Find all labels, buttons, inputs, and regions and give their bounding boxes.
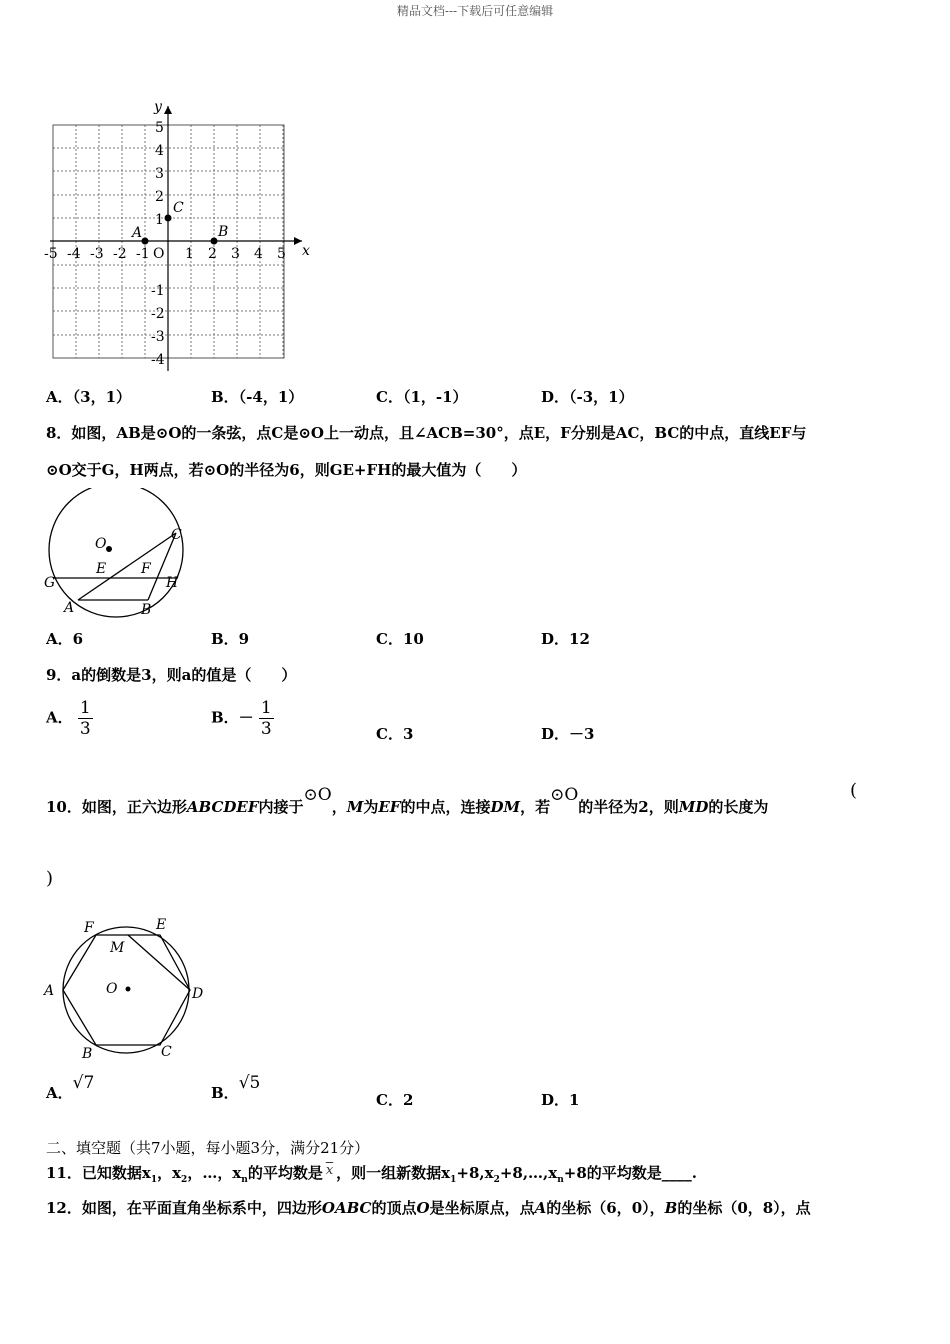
label-a: A — [44, 983, 55, 999]
q9-option-c[interactable]: C．3 — [376, 725, 414, 743]
q11-text: +8的平均数是____. — [563, 1164, 698, 1182]
q7-option-d[interactable]: D．（-3，1） — [541, 388, 634, 406]
q10-ef: EF — [378, 798, 401, 816]
q8-option-a[interactable]: A．6 — [46, 630, 84, 648]
y-axis-label: y — [154, 99, 162, 115]
y-tick: 5 — [155, 120, 164, 136]
label-m: M — [110, 940, 125, 956]
point-b-label: B — [218, 224, 229, 240]
sqrt-5: √5 — [238, 1073, 261, 1093]
q11-text: +8,…,x — [499, 1164, 558, 1182]
q10-option-d[interactable]: D．1 — [541, 1091, 580, 1109]
x-tick: 1 — [185, 246, 194, 262]
q12-text: 是坐标原点，点 — [429, 1199, 535, 1217]
label-o: O — [106, 981, 118, 997]
q11-stem — [46, 1162, 697, 1185]
q9-option-b[interactable] — [211, 698, 274, 739]
x-tick: -1 — [136, 246, 150, 262]
q10-hexagon: ABCDEF — [186, 798, 259, 816]
q10-md: MD — [678, 798, 709, 816]
y-tick: 4 — [155, 143, 164, 159]
label-c: C — [171, 527, 182, 543]
q10-text: 为 — [363, 798, 379, 816]
q9-option-b-prefix: B．－ — [211, 708, 254, 727]
y-tick: -2 — [151, 306, 165, 322]
q12-text: 的坐标（6，0）， — [546, 1199, 665, 1217]
q11-subscript: 2 — [493, 1175, 500, 1185]
q10-option-a[interactable] — [46, 1073, 95, 1103]
q10-option-b[interactable] — [211, 1073, 261, 1103]
q10-stem — [46, 785, 769, 817]
q10-option-b-prefix: B． — [211, 1084, 239, 1102]
circle-o — [49, 488, 183, 617]
label-b: B — [141, 602, 152, 618]
q10-text: 内接于 — [258, 798, 304, 816]
q10-m: M — [346, 798, 364, 816]
q10-option-c[interactable]: C．2 — [376, 1091, 414, 1109]
q11-text: ，x — [157, 1164, 182, 1182]
q8-option-b[interactable]: B．9 — [211, 630, 250, 648]
y-tick: -1 — [151, 283, 165, 299]
q11-x-bar: $\overline{x}$ — [325, 1163, 334, 1178]
fraction-denominator: 3 — [260, 719, 272, 739]
x-tick: -5 — [44, 246, 58, 262]
x-tick: 5 — [277, 246, 286, 262]
q12-text: 的坐标（0，8），点 — [677, 1199, 811, 1217]
page-header: 精品文档---下载后可任意编辑 — [396, 4, 554, 18]
q9-option-a-prefix: A． — [46, 708, 73, 727]
q8-circle-figure — [40, 488, 190, 618]
label-e: E — [156, 917, 167, 933]
q10-option-a-prefix: A． — [46, 1084, 73, 1102]
q12-stem — [46, 1197, 811, 1218]
x-axis-label: x — [302, 243, 310, 259]
q11-subscript: 2 — [181, 1175, 188, 1185]
fraction-numerator: 1 — [79, 698, 91, 718]
q10-text: ，若 — [520, 798, 551, 816]
q11-text: 的平均数是 — [247, 1164, 323, 1182]
q11-subscript: n — [557, 1175, 564, 1185]
q11-text: ，则一组新数据x — [336, 1164, 451, 1182]
q7-option-c[interactable]: C．（1，-1） — [376, 388, 468, 406]
sqrt-7: √7 — [72, 1073, 95, 1093]
point-b — [211, 238, 218, 245]
fraction-denominator: 3 — [79, 719, 91, 739]
y-tick: -3 — [151, 329, 165, 345]
q11-subscript: n — [241, 1175, 248, 1185]
label-a: A — [64, 600, 75, 616]
q12-o: O — [416, 1199, 430, 1217]
label-d: D — [192, 986, 204, 1002]
q10-circle-symbol: ⊙O — [303, 785, 332, 805]
y-tick: -4 — [151, 352, 165, 368]
section-heading: 二、填空题（共7小题，每小题3分，满分21分） — [46, 1139, 370, 1157]
q11-text: 11．已知数据x — [46, 1164, 151, 1182]
label-f: F — [141, 561, 151, 577]
x-tick: -4 — [67, 246, 81, 262]
x-tick: -3 — [90, 246, 104, 262]
q9-option-a-fraction — [78, 698, 93, 739]
q9-stem: 9．a的倒数是3，则a的值是（ ） — [46, 666, 297, 684]
q10-text: 的长度为 — [708, 798, 769, 816]
q9-option-d[interactable]: D．－3 — [541, 725, 595, 743]
q12-text: 的顶点 — [371, 1199, 417, 1217]
q10-open-paren: ( — [850, 780, 858, 801]
center-o — [106, 546, 112, 552]
y-tick: 2 — [155, 189, 164, 205]
q11-text: ，…，x — [187, 1164, 242, 1182]
point-c-label: C — [173, 200, 184, 216]
q10-text: ， — [331, 798, 347, 816]
q10-text: 的半径为2，则 — [578, 798, 679, 816]
q11-text: +8,x — [456, 1164, 494, 1182]
x-tick: 3 — [231, 246, 240, 262]
q7-option-a[interactable]: A．（3，1） — [46, 388, 132, 406]
coordinate-grid-figure — [40, 96, 320, 376]
point-c — [165, 215, 172, 222]
label-h: H — [166, 575, 179, 591]
label-b: B — [82, 1046, 93, 1062]
y-tick: 3 — [155, 166, 164, 182]
q12-a: A — [534, 1199, 547, 1217]
origin-label: O — [153, 246, 165, 262]
x-tick: 2 — [208, 246, 217, 262]
label-c: C — [161, 1044, 172, 1060]
y-axis-arrow — [164, 106, 172, 114]
q11-subscript: 1 — [150, 1175, 158, 1185]
q10-circle-symbol: ⊙O — [550, 785, 579, 805]
q12-b: B — [664, 1199, 678, 1217]
fraction-numerator: 1 — [260, 698, 272, 718]
q12-oabc: OABC — [321, 1199, 372, 1217]
q10-text: 的中点，连接 — [400, 798, 491, 816]
label-e: E — [96, 561, 107, 577]
label-g: G — [44, 575, 56, 591]
q10-hexagon-figure — [40, 912, 215, 1062]
q10-text: 10．如图，正六边形 — [46, 798, 187, 816]
x-tick: -2 — [113, 246, 127, 262]
q10-dm: DM — [490, 798, 521, 816]
q12-text: 12．如图，在平面直角坐标系中，四边形 — [46, 1199, 322, 1217]
point-a — [142, 238, 149, 245]
segment-dm — [128, 935, 190, 990]
label-f: F — [84, 920, 94, 936]
q11-subscript: 1 — [450, 1175, 457, 1185]
q9-option-a[interactable] — [46, 698, 93, 739]
x-axis-arrow — [294, 237, 302, 245]
q10-close-paren: ) — [46, 868, 54, 889]
center-o — [126, 987, 131, 992]
q8-option-d[interactable]: D．12 — [541, 630, 590, 648]
y-tick: 1 — [155, 212, 164, 228]
q8-option-c[interactable]: C．10 — [376, 630, 424, 648]
label-o: O — [95, 536, 107, 552]
q9-option-b-fraction — [259, 698, 274, 739]
q8-stem-line1: 8．如图，AB是⊙O的一条弦，点C是⊙O上一动点，且∠ACB=30°，点E，F分别是AC，BC的中点，直线EF与 — [46, 424, 807, 442]
q7-option-b[interactable]: B．（-4，1） — [211, 388, 304, 406]
x-tick: 4 — [254, 246, 263, 262]
q8-stem-line2: ⊙O交于G，H两点，若⊙O的半径为6，则GE+FH的最大值为（ ） — [46, 461, 527, 479]
point-a-label: A — [132, 225, 143, 241]
